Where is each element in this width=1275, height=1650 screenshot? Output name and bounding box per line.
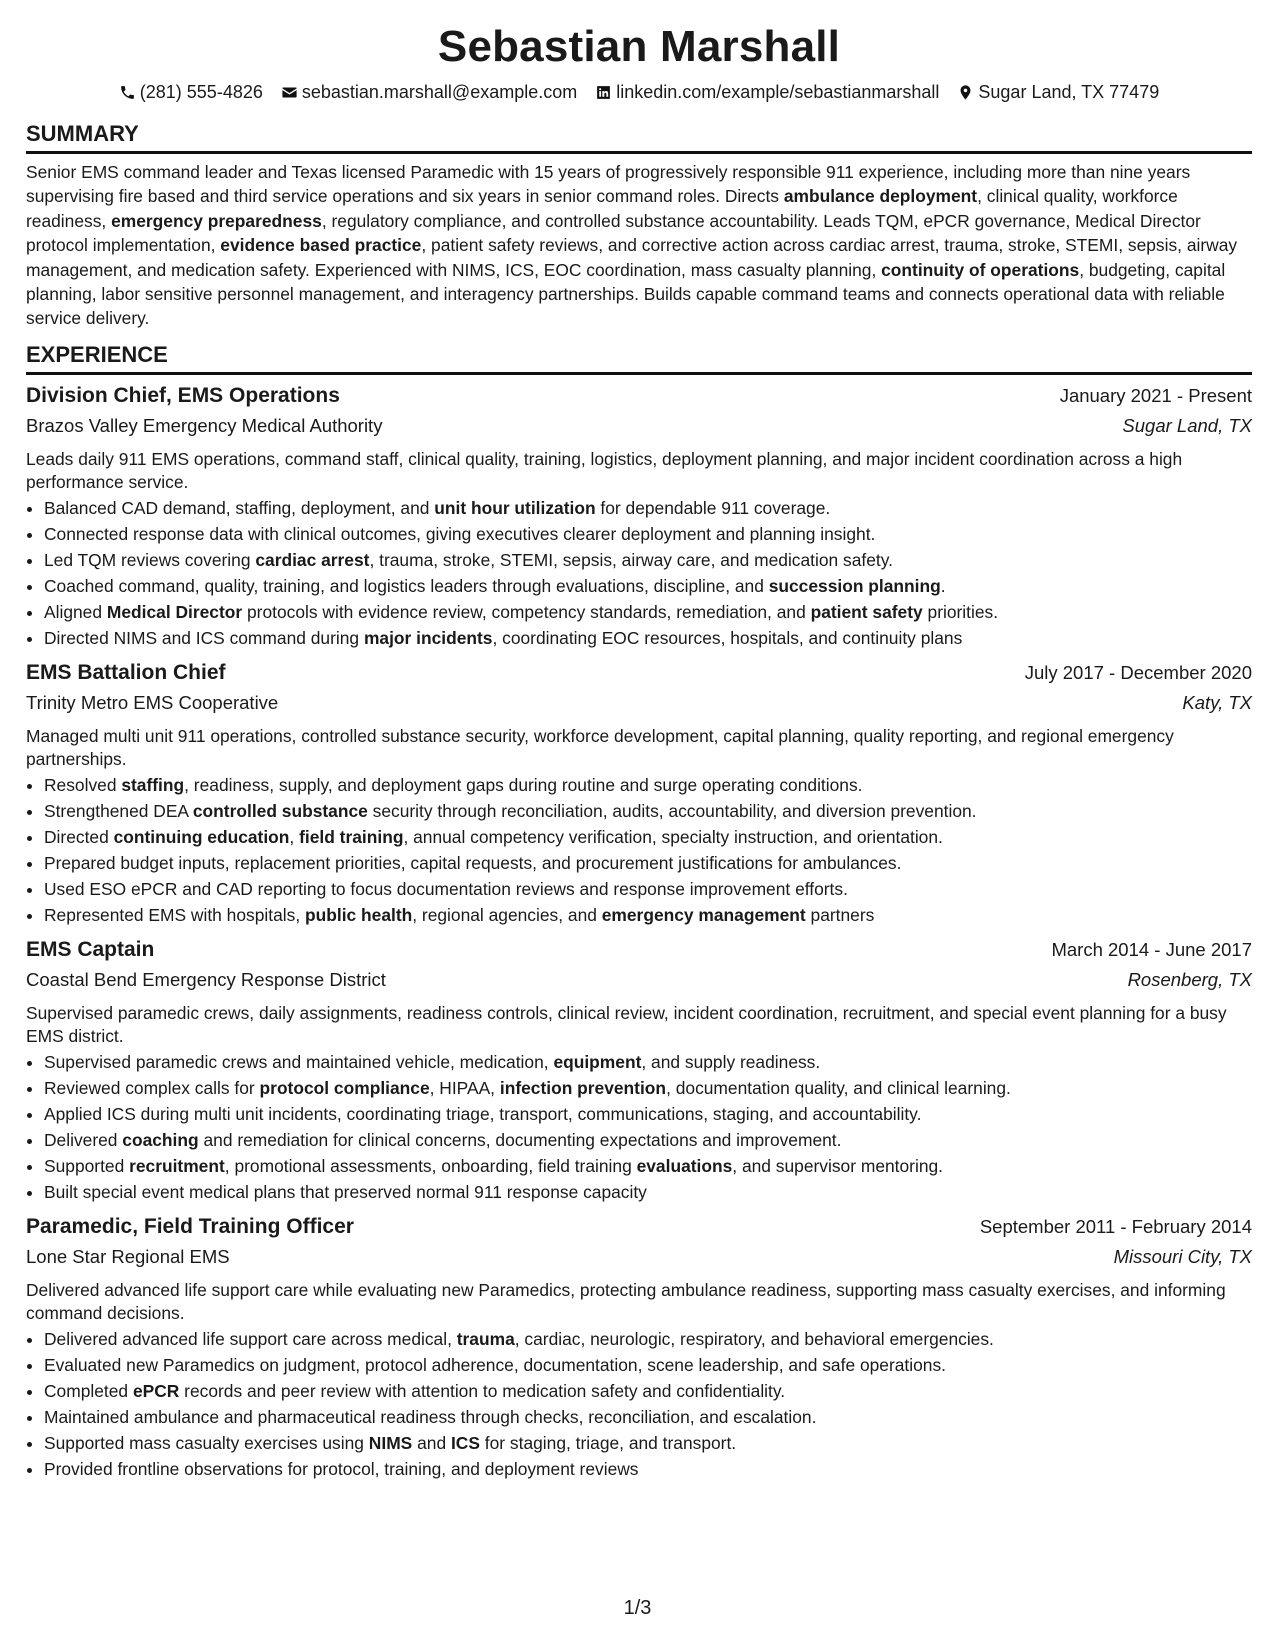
bold-keyword: NIMS [368, 1432, 413, 1453]
job-header-row [26, 381, 1252, 411]
job-company: Trinity Metro EMS Cooperative [26, 691, 279, 713]
job-company-row [26, 411, 1252, 441]
text-segment: Connected response data with clinical outcomes, giving executives clearer deployment and planning insight. [44, 523, 876, 544]
job-description: Delivered advanced life support care while evaluating new Paramedics, protecting ambulance readiness, supporting mass casualty exercises, and informing command decisions. [26, 1279, 1226, 1324]
list-item [44, 1430, 1252, 1456]
job-title: Paramedic, Field Training Officer [26, 1214, 354, 1238]
job-title: Division Chief, EMS Operations [26, 383, 340, 407]
list-item [44, 1127, 1252, 1153]
job-description: Managed multi unit 911 operations, controlled substance security, workforce development, capital planning, quality reporting, and regional emergency partnerships. [26, 725, 1174, 770]
job-dates: September 2011 - February 2014 [979, 1215, 1252, 1237]
text-segment: partners [805, 904, 875, 925]
summary-section [26, 120, 1252, 331]
list-item [44, 1378, 1252, 1404]
text-segment: . [940, 575, 946, 596]
text-segment: , coordinating EOC resources, hospitals, and continuity plans [492, 627, 963, 648]
text-segment: Represented EMS with hospitals, [44, 904, 305, 925]
job-company: Lone Star Regional EMS [26, 1245, 230, 1267]
text-segment: and [412, 1432, 451, 1453]
phone-icon [119, 84, 136, 101]
text-segment: Built special event medical plans that preserved normal 911 response capacity [44, 1181, 647, 1202]
job-title: EMS Battalion Chief [26, 660, 226, 684]
experience-heading: EXPERIENCE [26, 341, 1252, 375]
text-segment: , patient safety reviews, and corrective action across cardiac arrest, trauma, stroke, STEMI, sepsis, airway management, and medication safety. Experienced with NIMS, ICS, EOC coordination, mass casualty planning, [26, 235, 1238, 280]
bold-keyword: ePCR [132, 1380, 180, 1401]
contact-email[interactable] [281, 80, 577, 104]
job-company: Coastal Bend Emergency Response District [26, 968, 386, 990]
bold-keyword: emergency preparedness [111, 210, 322, 231]
list-item [44, 1326, 1252, 1352]
bold-keyword: patient safety [810, 601, 923, 622]
list-item [44, 1101, 1252, 1127]
bold-keyword: continuing education [113, 826, 290, 847]
text-segment: for dependable 911 coverage. [595, 497, 831, 518]
bold-keyword: trauma [456, 1328, 515, 1349]
text-segment: Reviewed complex calls for [44, 1077, 260, 1098]
list-item [44, 1404, 1252, 1430]
text-segment: , [289, 826, 300, 847]
text-segment: Completed [44, 1380, 133, 1401]
text-segment: and remediation for clinical concerns, documenting expectations and improvement. [198, 1129, 842, 1150]
job-description: Supervised paramedic crews, daily assignments, readiness controls, clinical review, incident coordination, recruitment, and special event planning for a busy EMS district. [26, 1002, 1227, 1047]
list-item [44, 824, 1252, 850]
bold-keyword: public health [305, 904, 413, 925]
job-header-row [26, 935, 1252, 965]
location-text: Sugar Land, TX 77479 [978, 82, 1160, 102]
email-link[interactable]: sebastian.marshall@example.com [301, 82, 578, 102]
text-segment: , documentation quality, and clinical learning. [666, 1077, 1011, 1098]
job-company: Brazos Valley Emergency Medical Authority [26, 414, 383, 436]
text-segment: , trauma, stroke, STEMI, sepsis, airway care, and medication safety. [369, 549, 893, 570]
text-segment: Delivered advanced life support care across medical, [44, 1328, 457, 1349]
job-dates: March 2014 - June 2017 [1051, 938, 1252, 960]
bold-keyword: ICS [450, 1432, 480, 1453]
job-entry [26, 658, 1252, 928]
job-company-row [26, 1242, 1252, 1272]
text-segment: Applied ICS during multi unit incidents, coordinating triage, transport, communications, staging, and accountability. [44, 1103, 922, 1124]
contact-bar [26, 80, 1252, 104]
text-segment: Resolved [44, 774, 122, 795]
text-segment: Supported [44, 1155, 130, 1176]
bold-keyword: equipment [553, 1051, 642, 1072]
text-segment: Strengthened DEA [44, 800, 193, 821]
envelope-icon [281, 84, 298, 101]
job-description: Leads daily 911 EMS operations, command staff, clinical quality, training, logistics, deployment planning, and major incident coordination across a high performance service. [26, 448, 1183, 493]
job-bullets [26, 772, 1252, 928]
linkedin-link[interactable]: linkedin.com/example/sebastianmarshall [616, 82, 940, 102]
bold-keyword: cardiac arrest [255, 549, 370, 570]
list-item [44, 1352, 1252, 1378]
text-segment: , cardiac, neurologic, respiratory, and behavioral emergencies. [514, 1328, 994, 1349]
job-entry [26, 935, 1252, 1205]
job-bullets [26, 1049, 1252, 1205]
phone-text: (281) 555-4826 [139, 82, 263, 102]
text-segment: Evaluated new Paramedics on judgment, protocol adherence, documentation, scene leadership, and safe operations. [44, 1354, 946, 1375]
list-item [44, 599, 1252, 625]
summary-text [26, 160, 1252, 331]
text-segment: Provided frontline observations for protocol, training, and deployment reviews [44, 1458, 639, 1479]
text-segment: Supported mass casualty exercises using [44, 1432, 369, 1453]
text-segment: records and peer review with attention to medication safety and confidentiality. [179, 1380, 786, 1401]
summary-heading: SUMMARY [26, 120, 1252, 154]
job-dates: January 2021 - Present [1059, 384, 1252, 406]
bold-keyword: protocol compliance [259, 1077, 430, 1098]
text-segment: Led TQM reviews covering [44, 549, 256, 570]
bold-keyword: infection prevention [499, 1077, 667, 1098]
page-number: 1/3 [623, 1597, 652, 1619]
bold-keyword: ambulance deployment [783, 186, 978, 207]
list-item [44, 798, 1252, 824]
text-segment: Coached command, quality, training, and logistics leaders through evaluations, discipline, and [44, 575, 769, 596]
list-item [44, 850, 1252, 876]
list-item [44, 1049, 1252, 1075]
bold-keyword: recruitment [129, 1155, 225, 1176]
text-segment: Maintained ambulance and pharmaceutical readiness through checks, reconciliation, and escalation. [44, 1406, 817, 1427]
text-segment: protocols with evidence review, competency standards, remediation, and [242, 601, 811, 622]
job-bullets [26, 1326, 1252, 1482]
text-segment: , clinical quality, workforce readiness, [26, 186, 1178, 231]
job-entry [26, 1212, 1252, 1482]
list-item [44, 573, 1252, 599]
text-segment: , promotional assessments, onboarding, field training [224, 1155, 637, 1176]
job-header-row [26, 658, 1252, 688]
text-segment: , readiness, supply, and deployment gaps during routine and surge operating conditions. [184, 774, 863, 795]
text-segment: , annual competency verification, specialty instruction, and orientation. [403, 826, 943, 847]
list-item [44, 1075, 1252, 1101]
contact-phone [119, 80, 263, 104]
bold-keyword: major incidents [363, 627, 493, 648]
job-company-row [26, 965, 1252, 995]
bold-keyword: evaluations [636, 1155, 733, 1176]
text-segment: , budgeting, capital planning, labor sensitive personnel management, and interagency partnerships. Builds capable command teams and connects operational data with reliable service delivery. [26, 259, 1226, 329]
text-segment: Senior EMS command leader and Texas licensed Paramedic with 15 years of progressively responsible 911 experience, including more than nine years supervising fire based and third service operations and six years in senior command roles. Directs [26, 162, 1191, 207]
map-pin-icon [957, 84, 974, 101]
list-item [44, 521, 1252, 547]
candidate-name: Sebastian Marshall [437, 22, 841, 71]
bold-keyword: controlled substance [192, 800, 368, 821]
bold-keyword: continuity of operations [881, 259, 1080, 280]
bold-keyword: succession planning [768, 575, 941, 596]
text-segment: Aligned [44, 601, 107, 622]
job-location: Rosenberg, TX [1127, 968, 1252, 990]
list-item [44, 1179, 1252, 1205]
job-list [26, 381, 1252, 1482]
job-location: Missouri City, TX [1113, 1245, 1252, 1267]
job-location: Katy, TX [1182, 691, 1252, 713]
text-segment: Prepared budget inputs, replacement priorities, capital requests, and procurement justifications for ambulances. [44, 852, 902, 873]
job-dates: July 2017 - December 2020 [1024, 661, 1252, 683]
bold-keyword: coaching [122, 1129, 199, 1150]
text-segment: security through reconciliation, audits, accountability, and diversion prevention. [367, 800, 977, 821]
text-segment: Used ESO ePCR and CAD reporting to focus documentation reviews and response improvement efforts. [44, 878, 848, 899]
bold-keyword: staffing [121, 774, 185, 795]
linkedin-icon [595, 84, 612, 101]
list-item [44, 547, 1252, 573]
text-segment: priorities. [922, 601, 999, 622]
list-item [44, 772, 1252, 798]
job-location: Sugar Land, TX [1122, 414, 1252, 436]
bold-keyword: evidence based practice [220, 235, 422, 256]
bold-keyword: emergency management [601, 904, 806, 925]
text-segment: , and supervisor mentoring. [732, 1155, 944, 1176]
contact-linkedin[interactable] [595, 80, 939, 104]
job-header-row [26, 1212, 1252, 1242]
text-segment: , regional agencies, and [412, 904, 602, 925]
text-segment: Directed [44, 826, 114, 847]
list-item [44, 1456, 1252, 1482]
list-item [44, 876, 1252, 902]
job-entry [26, 381, 1252, 651]
text-segment: Delivered [44, 1129, 123, 1150]
bold-keyword: unit hour utilization [434, 497, 596, 518]
text-segment: , and supply readiness. [641, 1051, 821, 1072]
list-item [44, 495, 1252, 521]
experience-section [26, 341, 1252, 1482]
bold-keyword: field training [299, 826, 404, 847]
resume-page [26, 22, 1252, 1482]
text-segment: Supervised paramedic crews and maintained vehicle, medication, [44, 1051, 554, 1072]
text-segment: , HIPAA, [429, 1077, 500, 1098]
job-title: EMS Captain [26, 937, 155, 961]
bold-keyword: Medical Director [106, 601, 243, 622]
list-item [44, 625, 1252, 651]
text-segment: , regulatory compliance, and controlled substance accountability. Leads TQM, ePCR governance, Medical Director protocol implementation, [26, 210, 1201, 256]
job-bullets [26, 495, 1252, 651]
contact-location [957, 80, 1159, 104]
text-segment: Balanced CAD demand, staffing, deployment, and [44, 497, 435, 518]
job-company-row [26, 688, 1252, 718]
text-segment: for staging, triage, and transport. [479, 1432, 737, 1453]
text-segment: Directed NIMS and ICS command during [44, 627, 364, 648]
list-item [44, 902, 1252, 928]
list-item [44, 1153, 1252, 1179]
